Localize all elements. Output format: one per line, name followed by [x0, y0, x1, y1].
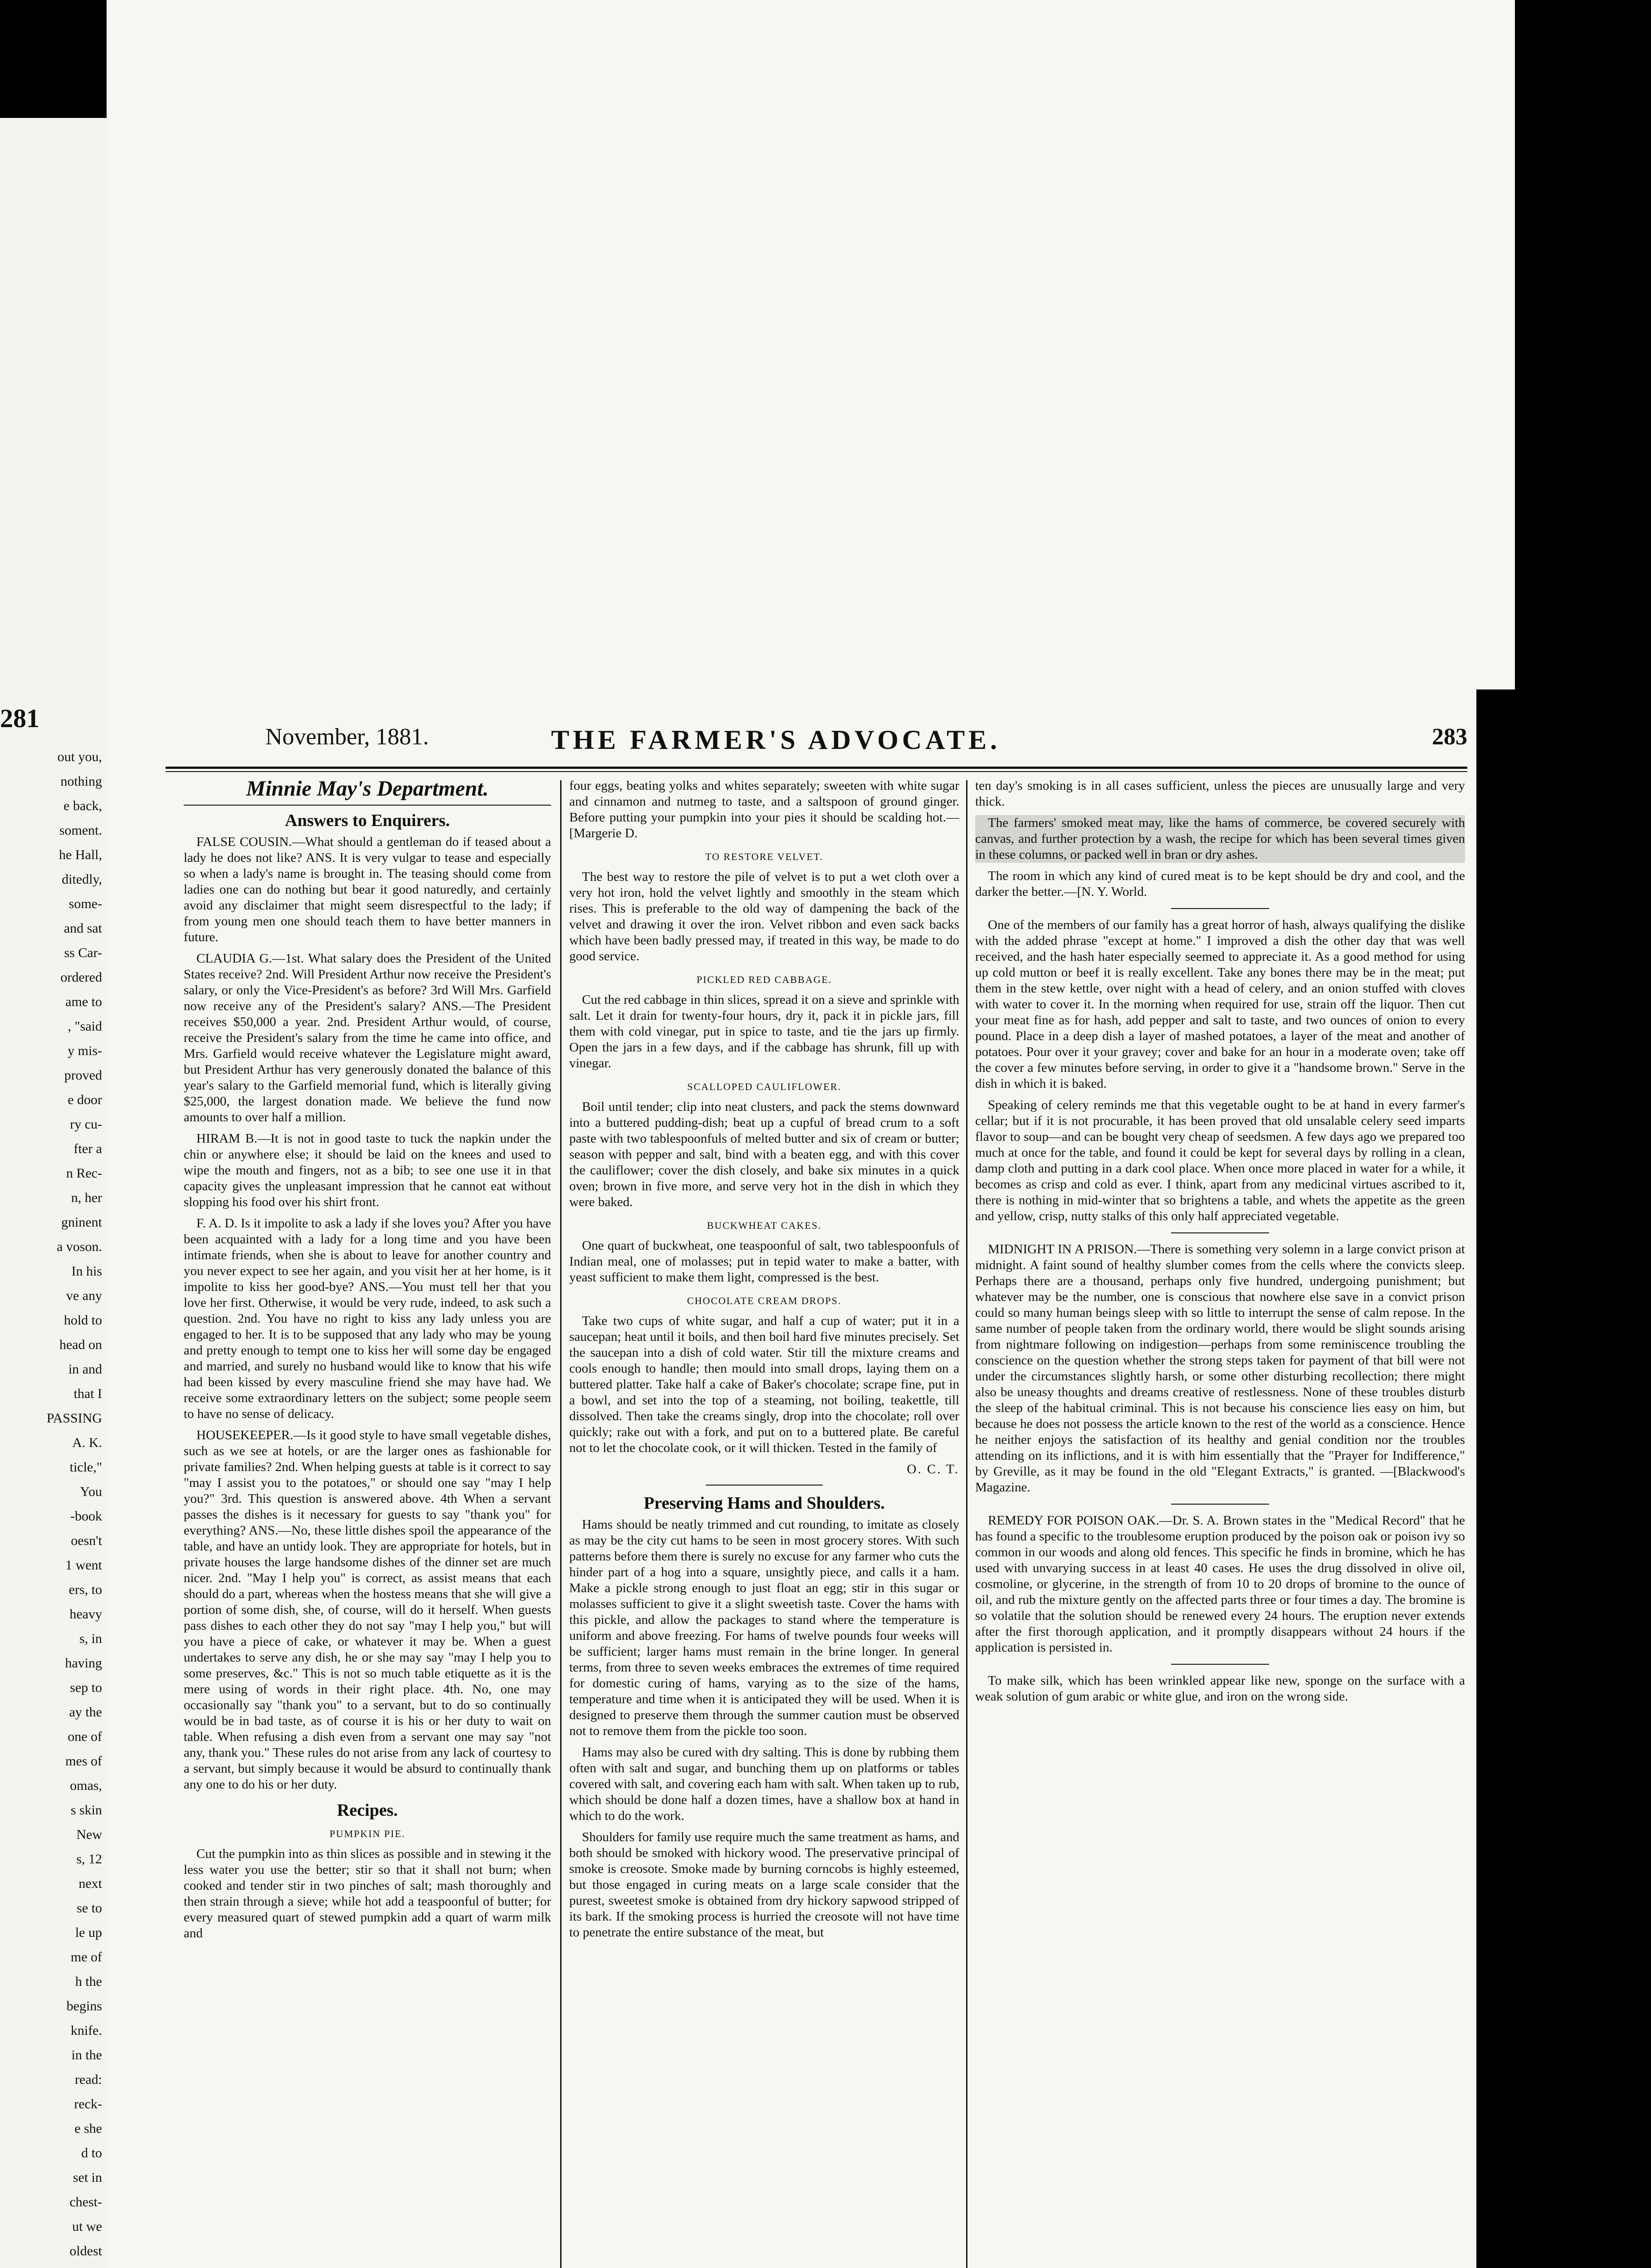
- left-page-fragment-line: 1 went: [65, 1558, 102, 1573]
- left-page-fragment-line: chest-: [69, 2195, 102, 2209]
- hams-continued-3: The room in which any kind of cured meat is to be kept should be dry and cool, and the darker the better.—[N. Y. World.: [975, 869, 1465, 899]
- section-rule-2: [1171, 908, 1269, 909]
- pumpkin-pie-text: Cut the pumpkin into as thin slices as possible and in stewing it the less water you use the better; stir so that it shall not burn; when cooked and tender stir in two pinches of salt; mash thoroughly and then strain through a sieve; while hot add a teaspoonful of butter; for every measured quart of stewed pumpkin add a quart of warm milk and: [184, 1847, 551, 1941]
- left-page-fragment-line: h the: [75, 1974, 102, 1989]
- masthead: THE FARMER'S ADVOCATE.: [551, 725, 1001, 755]
- left-page-fragment-line: gninent: [61, 1215, 102, 1230]
- left-page-fragment-line: s skin: [70, 1803, 102, 1818]
- left-page-fragment-line: e back,: [64, 798, 102, 813]
- left-page-fragment-line: le up: [75, 1925, 102, 1940]
- answer-claudia: CLAUDIA G.—1st. What salary does the President of the United States receive? 2nd. Will President Arthur now receive the President's salary, or only the Vice-President's as before? 3rd Will Mrs. Garfield now receive any of the President's salary? ANS.—The President receives $50,000 a year. 2nd. President Arthur would, of course, receive the President's salary from the time he came into office, and Mrs. Garfield would receive whatever the Legislature might award, but President Arthur has very generously donated the balance of this year's salary to the Garfield memorial fund, which is literally giving $25,000, the largest donation made. We believe the fund now amounts to over half a million.: [184, 951, 551, 1124]
- left-page-fragment-line: d to: [81, 2146, 102, 2160]
- poison-oak-text: REMEDY FOR POISON OAK.—Dr. S. A. Brown states in the "Medical Record" that he has found a specific to the troublesome eruption produced by the poison oak or poison ivy so common in our woods and along old fences. This specific he finds in bromine, which he has used with unvarying success in at least 40 cases. He uses the drug dissolved in olive oil, cosmoline, or glycerine, in the strength of from 10 to 20 drops of bromine to the ounce of oil, and rub the mixture gently on the affected parts three or four times a day. The bromine is so volatile that the solution should be renewed every 24 hours. The eruption never extends after the first thorough application, and it promptly disappears without 24 hours if the application is persisted in.: [975, 1513, 1465, 1655]
- prison-text: MIDNIGHT IN A PRISON.—There is something very solemn in a large convict prison at midnight. A faint sound of healthy slumber comes from the cells where the convicts sleep. Perhaps there are a thousand, perhaps only five hundred, undergoing punishment; but whatever may be the number, one is conscious that nowhere else save in a convict prison could so many human beings sleep with so little to interrupt the sense of calm repose. In the same number of people taken from the ordinary world, there would be slight sounds arising from nightmare following on indigestion—perhaps from some reminiscence troubling the conscience on the question whether the strong steps taken for payment of that bill were not under the circumstances slightly harsh, or some other disturbing recollection; there might also be uneasy thoughts and dreams creative of restlessness. None of these troubles disturb the sleep of the habitual criminal. This is not because his conscience lies easy on him, but because he does not possess the article known to the rest of the world as a conscience. Hence he neither enjoys the satisfaction of its healthy and genial condition nor the troubles attending on its inflictions, and it is with him essentially that the "Prayer for Indifference," by Greville, as it may be found in the old "Elegant Extracts," is granted. —[Blackwood's Magazine.: [975, 1242, 1465, 1495]
- left-page-fragment-line: A. K.: [72, 1435, 102, 1450]
- left-page-fragment-line: , "said: [68, 1019, 102, 1034]
- left-page-fragment-line: heavy: [69, 1607, 102, 1622]
- left-page-fragment-line: mes of: [65, 1754, 102, 1769]
- hams-continued: ten day's smoking is in all cases sufficient, unless the pieces are unusually large and very thick.: [975, 778, 1465, 809]
- answer-false-cousin: FALSE COUSIN.—What should a gentleman do if teased about a lady he does not like? ANS. It is very vulgar to tease and especially so when a lady's name is brought in. The teasing should come from ladies one can do nothing but bear it good naturedly, and certainly avoid any disclaimer that might seem disrespectful to the lady; if from young men one should teach them to have better manners in future.: [184, 835, 551, 944]
- left-page-fragment-line: ve any: [66, 1288, 102, 1303]
- left-page-fragment: [0, 118, 107, 2268]
- left-page-fragment-line: nothing: [60, 774, 102, 789]
- left-page-fragment-line: ame to: [65, 994, 102, 1009]
- left-page-fragment-line: that I: [73, 1386, 102, 1401]
- header-rule: [166, 767, 1467, 769]
- column-2: [569, 778, 959, 1946]
- buckwheat-title: BUCKWHEAT CAKES.: [707, 1220, 822, 1231]
- cauliflower-text: Boil until tender; clip into neat clusters, and pack the stems downward into a buttered pudding-dish; beat up a cupful of bread crum to a soft paste with two tablespoonfuls of melted butter and six of cream or butter; season with pepper and salt, bind with a beaten egg, and with this cover the cauliflower; cover the dish closely, and bake six minutes in a quick oven; brown in five more, and serve very hot in the dish in which they were baked.: [569, 1100, 959, 1209]
- issue-date: November, 1881.: [265, 724, 429, 750]
- page-header: [166, 723, 1467, 767]
- cauliflower-title: SCALLOPED CAULIFLOWER.: [687, 1081, 841, 1092]
- left-page-fragment-line: ay the: [69, 1705, 102, 1720]
- column-1: [184, 778, 551, 1947]
- left-page-fragment-line: fter a: [73, 1141, 102, 1156]
- left-page-fragment-line: -book: [70, 1509, 102, 1524]
- answer-hiram: HIRAM B.—It is not in good taste to tuck the napkin under the chin or anywhere else; it should be laid on the knees and used to wipe the mouth and fingers, not as a bib; to see one use it in that capacity gives the unpleasant impression that he cannot eat without slopping his food over his shirt front.: [184, 1131, 551, 1209]
- chocolate-signature: O. C. T.: [907, 1462, 959, 1476]
- left-page-fragment-line: reck-: [74, 2097, 102, 2112]
- recipes-heading: Recipes.: [337, 1801, 398, 1820]
- hams-text-1: Hams should be neatly trimmed and cut rounding, to imitate as closely as may be the city cut hams to be seen in most grocery stores. With such patterns before them there is surely no excuse for any farmer who cuts the hinder part of a hog into a square, unsightly piece, and calls it a ham. Make a pickle strong enough to just float an egg; stir in this sugar or molasses sufficient to give it a slight sweetish taste. Cover the hams with this pickle, and allow the packages to stand where the temperature is uniform and above freezing. For hams of twelve pounds four weeks will be sufficient; larger hams must remain in the brine longer. In general terms, from three to seven weeks embraces the extremes of time required for domestic curing of hams, varying as to the size of the hams, temperature and time when it is anticipated they will be used. When it is designed to preserve them through the summer caution must be observed not to remove them from the pickle too soon.: [569, 1517, 959, 1738]
- department-rule: [184, 805, 551, 806]
- left-page-fragment-line: ut we: [72, 2219, 102, 2234]
- left-page-fragment-line: You: [80, 1484, 102, 1499]
- buckwheat-text: One quart of buckwheat, one teaspoonful of salt, two tablespoonfuls of Indian meal, one of molasses; put in tepid water to make a batter, with yeast sufficient to make them light, compressed is the best.: [569, 1238, 959, 1285]
- left-page-fragment-line: ordered: [60, 970, 102, 985]
- left-page-fragment-line: begins: [66, 1999, 102, 2014]
- left-page-fragment-line: se to: [77, 1901, 102, 1916]
- left-page-fragment-line: oesn't: [71, 1533, 102, 1548]
- answers-heading: Answers to Enquirers.: [285, 811, 450, 830]
- left-page-fragment-line: proved: [64, 1068, 102, 1083]
- header-rule-thin: [166, 771, 1467, 772]
- left-page-fragment-line: having: [65, 1656, 102, 1671]
- column-divider-1: [560, 780, 562, 2268]
- left-page-fragment-line: read:: [75, 2072, 102, 2087]
- left-page-fragment-line: y mis-: [68, 1043, 102, 1058]
- chocolate-text: Take two cups of white sugar, and half a cup of water; put it in a saucepan; heat until it boils, and then boil hard five minutes precisely. Set the saucepan into a dish of cold water. Stir till the mixture creams and cools enough to handle; then mould into small drops, laying them on a buttered platter. Take half a cake of Baker's chocolate; scrape fine, put in a bowl, and set into the top of a steaming, not boiling, teakettle, till dissolved. Then take the creams singly, drop into the chocolate; roll over quickly; rake out with a fork, and put on to a buttered plate. Be careful not to let the chocolate cook, or it will thicken. Tested in the family of: [569, 1314, 959, 1455]
- left-page-fragment-line: next: [78, 1876, 102, 1891]
- left-page-fragment-line: set in: [73, 2170, 102, 2185]
- left-page-fragment-line: ditedly,: [62, 872, 102, 887]
- hams-text-2: Hams may also be cured with dry salting. This is done by rubbing them often with salt and sugar, and bunching them up on platforms or tables covered with salt, and covering each ham with salt. When taken up to rub, which should be done half a dozen times, have a shallow box at hand in which to do the work.: [569, 1745, 959, 1823]
- left-page-fragment-line: oldest: [69, 2244, 102, 2258]
- left-page-fragment-line: soment.: [59, 823, 102, 838]
- pumpkin-pie-title: PUMPKIN PIE.: [329, 1828, 405, 1839]
- left-page-fragment-line: omas,: [70, 1778, 102, 1793]
- left-page-fragment-line: e she: [74, 2121, 102, 2136]
- section-rule-3: [1171, 1232, 1269, 1233]
- celery-text: Speaking of celery reminds me that this vegetable ought to be at hand in every farmer's cellar; but if it is not procurable, it has been proved that old unsalable celery seed imparts flavor to soup—and can be bought very cheap of seedsmen. A few days ago we prepared too much at once for the table, and found it could be kept for several days by rolling in a clean, damp cloth and putting in a dark cool place. When once more placed in water for a while, it becomes as crisp and cold as ever. I think, apart from any medicinal virtues ascribed to it, there is nothing in mid-winter that so brightens a table, and whets the appetite as the green and yellow, crisp, nutty stalks of this only half appreciated vegetable.: [975, 1098, 1465, 1223]
- answer-housekeeper: HOUSEKEEPER.—Is it good style to have small vegetable dishes, such as we see at hotels, or are the larger ones as fashionable for private families? 2nd. When helping guests at table is it correct to say "may I assist you to the potatoes," or should one say "may I help you?" 3rd. This question is answered above. 4th When a servant passes the dishes is it necessary for guests to say "thank you" for everything? ANS.—No, these little dishes spoil the appearance of the table, and have an untidy look. They are appropriate for hotels, but in private houses the large handsome dishes of the dinner set are much nicer. 2nd. "May I help you" is correct, as assist means that each should do a part, whereas when the hostess means that she will give a portion of some dish, she, of course, will do it herself. When guests pass dishes to each other they do not say "may I help you," but will you have a piece of cake, or whatever it may be. When a guest undertakes to serve any dish, he or she may say "may I help you to some preserves, &c." This is not so much table etiquette as it is the mere using of words in their right place. 4th. No, one may occasionally say "thank you" to a servant, but to do so continually would be in bad taste, as of course it is his or her duty to wait on table. When refusing a dish even from a servant one may say "not any, thank you." These rules do not arise from any lack of courtesy to a servant, but simply because it would be absurd to continually thank any one to do his or her duty.: [184, 1428, 551, 1792]
- left-page-fragment-line: knife.: [70, 2023, 102, 2038]
- left-page-fragment-line: hold to: [64, 1313, 102, 1328]
- left-page-fragment-line: he Hall,: [59, 847, 102, 862]
- hams-continued-2: The farmers' smoked meat may, like the hams of commerce, be covered securely with canvas, and further protection by a wash, the recipe for which has been several times given in these columns, or packed well in bran or dry ashes.: [975, 816, 1465, 862]
- left-page-fragment-line: in and: [68, 1362, 102, 1377]
- velvet-title: TO RESTORE VELVET.: [705, 851, 824, 862]
- left-page-number: 281: [0, 704, 39, 733]
- left-page-fragment-line: ers, to: [68, 1582, 102, 1597]
- left-page-fragment-line: one of: [68, 1729, 102, 1744]
- section-rule-5: [1171, 1664, 1269, 1665]
- left-page-fragment-line: e door: [68, 1092, 102, 1107]
- newspaper-page: [107, 0, 1515, 2268]
- left-page-fragment-line: me of: [70, 1950, 102, 1965]
- left-page-fragment-line: a voson.: [57, 1239, 102, 1254]
- left-page-fragment-line: s, 12: [76, 1852, 102, 1867]
- left-page-fragment-line: New: [76, 1827, 102, 1842]
- page-shadow-right: [1476, 689, 1515, 2268]
- left-page-fragment-line: s, in: [79, 1631, 102, 1646]
- column-3: [975, 778, 1465, 1710]
- page-number: 283: [1432, 724, 1467, 750]
- left-page-fragment-line: and sat: [64, 921, 102, 936]
- chocolate-title: CHOCOLATE CREAM DROPS.: [687, 1295, 842, 1306]
- left-page-fragment-line: sep to: [70, 1680, 102, 1695]
- left-page-fragment-line: n, her: [71, 1190, 102, 1205]
- hams-heading: Preserving Hams and Shoulders.: [644, 1494, 885, 1513]
- answer-fad: F. A. D. Is it impolite to ask a lady if she loves you? After you have been acquainted with a lady for a long time and you have been intimate friends, when she is about to leave for another country and you never expect to see her again, and you visit her at her home, is it impolite to kiss her good-bye? ANS.—You must tell her that you love her first. Otherwise, it would be very rude, indeed, to ask such a question. 2nd. You have no right to kiss any lady unless you are engaged to her. It is to be supposed that any lady who may be young and pretty enough to tempt one to kiss her will some day be engaged and married, and surely no husband would like to know that his wife had been kissed by every masculine friend she may have had. We receive some extraordinary letters on the subject; some people seem to have no sense of delicacy.: [184, 1216, 551, 1421]
- left-page-fragment-line: out you,: [57, 749, 102, 764]
- left-page-fragment-line: in the: [71, 2048, 102, 2063]
- left-page-fragment-line: n Rec-: [66, 1166, 102, 1181]
- left-page-fragment-line: some-: [68, 896, 102, 911]
- velvet-text: The best way to restore the pile of velvet is to put a wet cloth over a very hot iron, hold the velvet lightly and smoothly in the steam which rises. This is preferable to the old way of dampening the back of the velvet and drawing it over the iron. Velvet ribbon and even sack backs which have been badly pressed may, if treated in this way, be made to do good service.: [569, 870, 959, 963]
- left-page-fragment-line: In his: [71, 1264, 102, 1279]
- pumpkin-pie-continued: four eggs, beating yolks and whites separately; sweeten with white sugar and cinnamon and nutmeg to taste, and a saltspoon of ground ginger. Before putting your pumpkin into your pies it should be scalding hot.—[Margerie D.: [569, 778, 959, 841]
- left-page-fragment-line: PASSING: [46, 1411, 102, 1426]
- cabbage-title: PICKLED RED CABBAGE.: [696, 974, 832, 985]
- left-page-fragment-line: ry cu-: [70, 1117, 102, 1132]
- left-page-fragment-line: ss Car-: [64, 945, 102, 960]
- cabbage-text: Cut the red cabbage in thin slices, spread it on a sieve and sprinkle with salt. Let it drain for twenty-four hours, dry it, pack it in pickle jars, fill them with cold vinegar, put in spice to taste, and tie the jars up firmly. Open the jars in a few days, and if the cabbage has shrunk, fill up with vinegar.: [569, 992, 959, 1070]
- left-page-fragment-line: ticle,": [69, 1460, 102, 1475]
- silk-text: To make silk, which has been wrinkled appear like new, sponge on the surface with a weak solution of gum arabic or white glue, and iron on the wrong side.: [975, 1673, 1465, 1704]
- department-title: Minnie May's Department.: [246, 777, 489, 801]
- hash-text: One of the members of our family has a great horror of hash, always qualifying the dislike with the added phrase "except at home." I improved a dish the other day that was well received, and the hash hater especially seemed to appreciate it. As a good method for using up cold mutton or beef it is really excellent. Take any bones there may be in the meat; put them in the stew kettle, over night with a head of celery, and an onion stuffed with cloves with water to cover it. In the morning when required for use, strain off the liquor. Then cut your meat fine as for hash, add pepper and salt to taste, and two ounces of onion to every pound. Place in a deep dish a layer of mashed potatoes, a layer of the meat and another of potatoes. Pour over it your gravey; cover and bake for an hour in a moderate oven; take off the cover a few minutes before serving, in order to give it a "handsome brown." Serve in the dish in which it is baked.: [975, 918, 1465, 1091]
- column-divider-2: [966, 780, 967, 2268]
- section-rule: [706, 1485, 823, 1486]
- section-rule-4: [1171, 1504, 1269, 1505]
- hams-text-3: Shoulders for family use require much the same treatment as hams, and both should be smoked with hickory wood. The preservative principal of smoke is creosote. Smoke made by burning corncobs is highly esteemed, but those engaged in curing meats on a large scale consider that the purest, sweetest smoke is obtained from dry hickory sapwood stripped of its bark. If the smoking process is hurried the creosote will not have time to penetrate the entire substance of the meat, but: [569, 1830, 959, 1940]
- left-page-fragment-line: head on: [59, 1337, 102, 1352]
